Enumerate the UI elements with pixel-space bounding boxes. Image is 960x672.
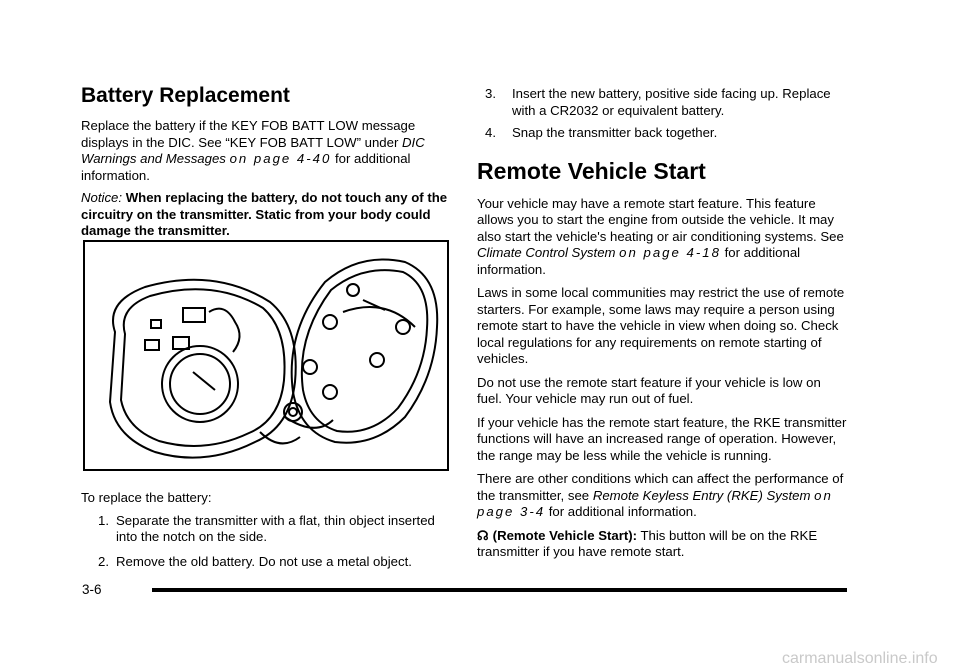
laws-paragraph: Laws in some local communities may restrict the use of remote starters. For example, some laws may require a person using remote start to have the vehicle in view when doing so. Check local regulations for any requirements on remote starting of vehicles. [477,285,845,366]
p1-ref-page[interactable]: on page 4‑18 [619,245,721,260]
remote-start-label: (Remote Vehicle Start): [492,527,638,543]
step-text: Remove the old battery. Do not use a metal object. [116,553,412,569]
remote-start-icon: ☊ [477,527,489,543]
range-paragraph: If your vehicle has the remote start feature, the RKE transmitter functions will have an increased range of operation. However, the range may be less while the vehicle is running. [477,414,847,463]
step-text: Separate the transmitter with a flat, thin object inserted into the notch on the side. [116,512,435,544]
section-heading-remote-start: Remote Vehicle Start [477,157,706,184]
step-number: 4. [485,125,496,140]
p5-text-end: for additional information. [545,504,697,519]
remote-start-intro [477,196,847,279]
p5-text: There are other conditions which can affect the performance of the transmitter, see [477,471,844,503]
steps-list-right [477,86,847,142]
steps-list-left [81,513,453,571]
remote-start-button-paragraph [477,528,847,561]
notice-paragraph [81,190,453,240]
footer-rule [152,588,847,592]
key-fob-illustration [83,240,449,471]
step-number: 1. [98,512,109,528]
step-number: 2. [98,553,109,569]
key-fob-drawing [85,242,447,469]
steps-left [81,490,453,570]
p1-ref[interactable]: Climate Control System [477,245,620,260]
intro-ref[interactable]: DIC Warnings and Messages [81,134,425,166]
watermark: carmanualsonline.info [782,650,938,667]
fuel-paragraph: Do not use the remote start feature if your vehicle is low on fuel. Your vehicle may run out of fuel. [477,374,821,406]
intro-ref-page[interactable]: on page 4‑40 [229,151,332,166]
notice-text: When replacing the battery, do not touch any of the circuitry on the transmitter. Static from your body could damage the transmitter. [81,190,448,238]
steps-intro: To replace the battery: [81,490,212,505]
p5-ref[interactable]: Remote Keyless Entry (RKE) System [592,487,815,503]
intro-text-end: for additional information. [81,151,411,183]
section-heading-battery: Battery Replacement [81,84,290,107]
remote-start-text: This button will be on the RKE transmitter if you have remote start. [477,527,818,559]
intro-text: Replace the battery if the KEY FOB BATT LOW message displays in the DIC. See “KEY FOB BATT LOW” under [81,118,416,150]
left-column [81,84,453,240]
step-item [81,554,453,571]
step-item [81,513,453,546]
p1-text: Your vehicle may have a remote start feature. This feature allows you to start the engine from outside the vehicle. It may also start the vehicle's heating or air conditioning systems. See [477,195,844,244]
notice-label: Notice: [81,190,123,205]
step-item [477,125,847,142]
right-column [477,86,847,561]
page-number: 3-6 [82,582,102,597]
p5-ref-page[interactable]: on page 3‑4 [477,487,833,519]
battery-intro [81,118,453,184]
step-text: Snap the transmitter back together. [512,125,718,140]
step-text: Insert the new battery, positive side facing up. Replace with a CR2032 or equivalent battery. [512,86,831,118]
step-number: 3. [485,86,496,101]
step-item [477,86,847,119]
p1-text-end: for additional information. [477,245,801,277]
conditions-paragraph [477,471,847,521]
